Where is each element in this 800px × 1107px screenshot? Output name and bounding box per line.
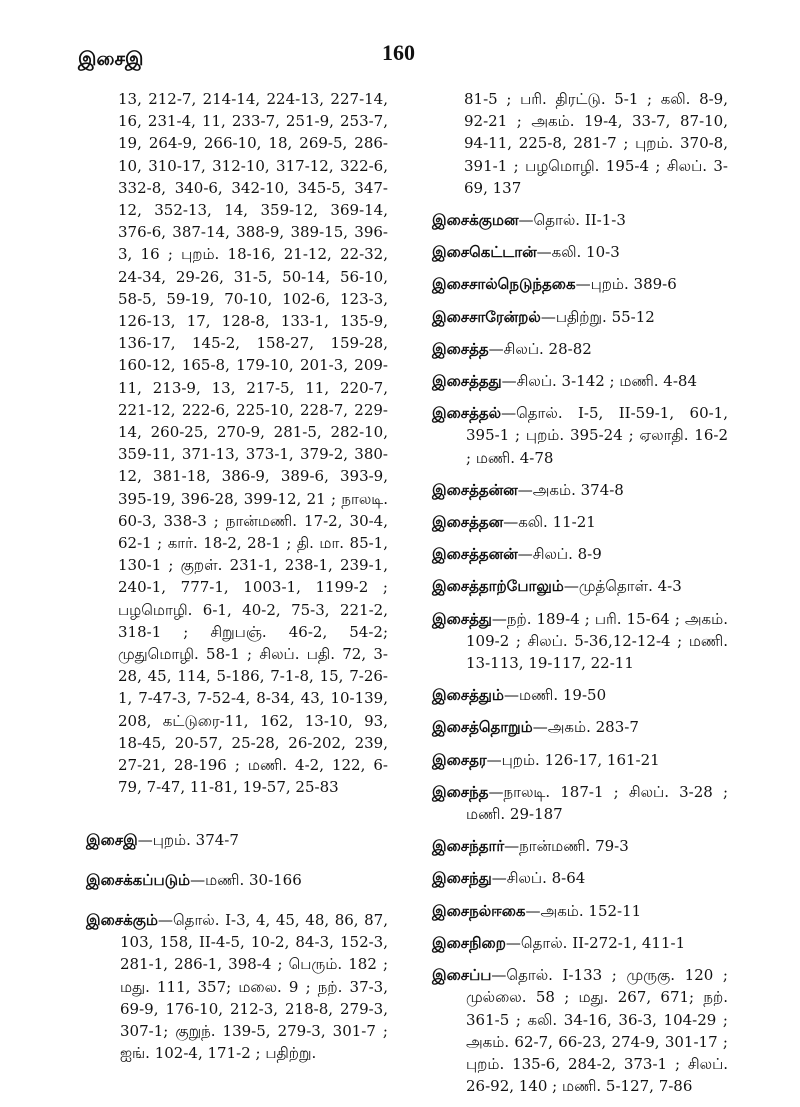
dictionary-entry (428, 867, 728, 889)
entry-headword: இசைநிறை (432, 933, 506, 952)
entry-headword: இசைஇ (86, 830, 138, 849)
entry-references: —தொல். II-1-3 (518, 211, 626, 230)
entry-references: —நான்மணி. 79-3 (504, 837, 629, 856)
entry-headword: இசைந்து (432, 869, 492, 888)
entry-headword: இசைசாரேன்றல் (432, 307, 541, 326)
entry-references: —கலி. 10-3 (536, 243, 620, 262)
entry-headword: இசைசால்நெடுந்தகை (432, 275, 576, 294)
dictionary-entry (428, 964, 728, 1097)
entry-references: —புறம். 389-6 (575, 275, 677, 294)
dictionary-entry (428, 781, 728, 825)
entry-references: —சிலப். 3-142 ; மணி. 4-84 (501, 372, 697, 391)
entry-references: —புறம். 374-7 (137, 830, 239, 849)
entry-headword: இசைத்தன்ன (432, 480, 518, 499)
entry-headword: இசைத்தது (432, 372, 502, 391)
entry-references: 81-5 ; பரி. திரட்டு. 5-1 ; கலி. 8-9, 92-21 ; அகம். 19-4, 33-7, 87-10, 94-11, 225-8, 281-7 ; புறம். 370-8, 391-1 ; பழமொழி. 195-4 ; சிலப். 3-69, 137 (464, 90, 728, 197)
entry-headword: இசைத்தல் (432, 404, 502, 423)
entry-references: —நாலடி. 187-1 ; சிலப். 3-28 ; மணி. 29-187 (466, 782, 728, 824)
entry-references: —பதிற்று. 55-12 (540, 307, 655, 326)
entry-headword: இசைப்ப (432, 966, 492, 985)
entry-references: —நற். 189-4 ; பரி. 15-64 ; அகம். 109-2 ; சிலப். 5-36,12-12-4 ; மணி. 13-113, 19-117, 22-11 (466, 609, 728, 673)
page-number: 160 (382, 40, 415, 65)
dictionary-entry (428, 900, 728, 922)
entry-references: 13, 212-7, 214-14, 224-13, 227-14, 16, 231-4, 11, 233-7, 251-9, 253-7, 19, 264-9, 266-10, 18, 269-5, 286-10, 310-17, 312-10, 317-12, 322-6, 332-8, 340-6, 342-10, 345-5, 347-12, 352-13, 14, 359-12, 369-14, 376-6, 387-14, 388-9, 389-15, 396-3, 16 ; புறம். 18-16, 21-12, 22-32, 24-34, 29-26, 31-5, 50-14, 56-10, 58-5, 59-19, 70-10, 102-6, 123-3, 126-13, 17, 128-8, 133-1, 135-9, 136-17, 145-2, 158-27, 159-28, 160-12, 165-8, 179-10, 201-3, 209-11, 213-9, 13, 217-5, 11, 220-7, 221-12, 222-6, 225-10, 228-7, 229-14, 260-25, 270-9, 281-5, 282-10, 359-11, 371-13, 373-1, 379-2, 380-12, 381-18, 386-9, 389-6, 393-9, 395-19, 396-28, 399-12, 21 ; நாலடி. 60-3, 338-3 ; நான்மணி. 17-2, 30-4, 62-1 ; கார். 18-2, 28-1 ; தி. மா. 85-1, 130-1 ; குறள். 231-1, 238-1, 239-1, 240-1, 777-1, 1003-1, 1199-2 ; பழமொழி. 6-1, 40-2, 75-3, 221-2, 318-1 ; சிறுபஞ். 46-2, 54-2; முதுமொழி. 58-1 ; சிலப். பதி. 72, 3-28, 45, 114, 5-186, 7-1-8, 15, 7-26-1, 7-47-3, 7-52-4, 8-34, 43, 10-139, 208, கட்டுரை-11, 162, 13-10, 93, 18-45, 20-57, 25-28, 26-202, 239, 27-21, 28-196 ; மணி. 4-2, 122, 6-79, 7-47, 11-81, 19-57, 25-83 (118, 90, 388, 797)
continued-entry (82, 88, 388, 799)
dictionary-entry (428, 402, 728, 469)
dictionary-entry (428, 608, 728, 675)
entry-headword: இசைக்குமன (432, 211, 519, 230)
entry-references: —தொல். II-272-1, 411-1 (505, 933, 686, 952)
entry-headword: இசைகெட்டான் (432, 243, 537, 262)
dictionary-entry (428, 932, 728, 954)
entry-headword: இசைத்தனன் (432, 545, 518, 564)
entry-headword: இசைதர (432, 750, 487, 769)
entry-references: —முத்தொள். 4-3 (563, 577, 682, 596)
entry-references: —மணி. 30-166 (190, 870, 302, 889)
dictionary-entry (428, 241, 728, 263)
entry-headword: இசைத்தன (432, 513, 504, 532)
left-column (82, 88, 388, 1072)
dictionary-entry (428, 835, 728, 857)
entry-references: —சிலப். 28-82 (488, 339, 592, 358)
continued-entry (428, 88, 728, 199)
dictionary-entry (82, 829, 388, 851)
entry-headword: இசைத்து (432, 609, 492, 628)
entry-references: —அகம். 374-8 (517, 480, 624, 499)
dictionary-entry (428, 479, 728, 501)
entry-references: —கலி. 11-21 (503, 513, 596, 532)
entry-headword: இசைத்த (432, 339, 489, 358)
dictionary-entry (82, 909, 388, 1064)
entry-references: —மணி. 19-50 (503, 686, 607, 705)
dictionary-entry (428, 543, 728, 565)
entry-references: —அகம். 152-11 (525, 901, 642, 920)
entry-references: —சிலப். 8-9 (517, 545, 602, 564)
dictionary-entry (428, 338, 728, 360)
entry-references: —தொல். I-5, II-59-1, 60-1, 395-1 ; புறம். 395-24 ; ஏலாதி. 16-2 ; மணி. 4-78 (466, 404, 728, 467)
dictionary-entry (428, 684, 728, 706)
entry-references: —புறம். 126-17, 161-21 (486, 750, 660, 769)
entry-headword: இசைத்தொறும் (432, 718, 533, 737)
entry-references: —தொல். I-3, 4, 45, 48, 86, 87, 103, 158, II-4-5, 10-2, 84-3, 152-3, 281-1, 286-1, 398-4 ; பெரும். 182 ; மது. 111, 357; மலை. 9 ; நற். 37-3, 69-9, 176-10, 212-3, 218-8, 279-3, 307-1; குறுந். 139-5, 279-3, 301-7 ; ஐங். 102-4, 171-2 ; பதிற்று. (120, 910, 388, 1063)
dictionary-entry (82, 869, 388, 891)
dictionary-entry (428, 209, 728, 231)
dictionary-entry (428, 273, 728, 295)
dictionary-entry (428, 511, 728, 533)
entry-headword: இசைத்தாற்போலும் (432, 577, 564, 596)
entry-headword: இசைக்கும் (86, 910, 158, 929)
dictionary-entry (428, 716, 728, 738)
dictionary-entry (428, 575, 728, 597)
dictionary-entry (428, 306, 728, 328)
running-head: இசைஇ (78, 48, 144, 70)
entry-headword: இசைக்கப்படும் (86, 870, 191, 889)
entry-references: —தொல். I-133 ; முருகு. 120 ; முல்லை. 58 ; மது. 267, 671; நற். 361-5 ; கலி. 34-16, 36-3, 104-29 ; அகம். 62-7, 66-23, 274-9, 301-17 ; புறம். 135-6, 284-2, 373-1 ; சிலப். 26-92, 140 ; மணி. 5-127, 7-86 (466, 966, 728, 1096)
dictionary-entry (428, 370, 728, 392)
entry-references: —அகம். 283-7 (532, 718, 639, 737)
right-column (428, 88, 728, 1107)
entry-references: —சிலப். 8-64 (491, 869, 586, 888)
entry-headword: இசைந்த (432, 782, 489, 801)
entry-headword: இசைத்தும் (432, 686, 504, 705)
entry-headword: இசைநல்ஈகை (432, 901, 526, 920)
entry-headword: இசைந்தார் (432, 837, 505, 856)
dictionary-entry (428, 749, 728, 771)
